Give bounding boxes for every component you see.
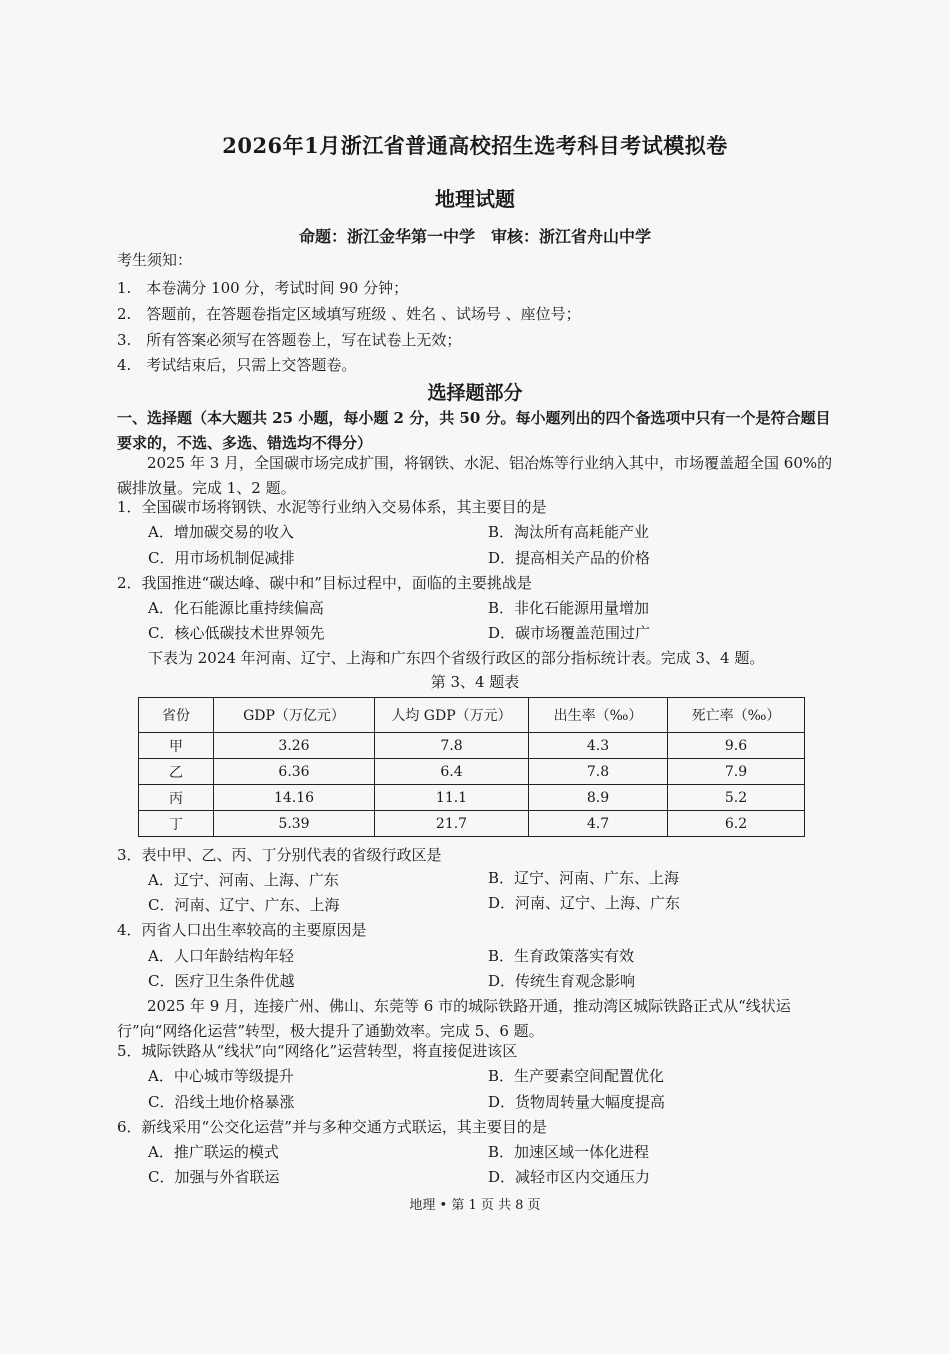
q1-stem: 1．全国碳市场将钢铁、水泥等行业纳入交易体系，其主要目的是 xyxy=(117,498,547,516)
table-cell: 7.8 xyxy=(375,733,529,759)
table-row xyxy=(139,785,805,811)
table-cell: 甲 xyxy=(139,733,214,759)
table-cell: 21.7 xyxy=(375,811,529,837)
table-cell: 乙 xyxy=(139,759,214,785)
table-cell: 7.8 xyxy=(529,759,668,785)
q1-option-a: A．增加碳交易的收入 xyxy=(148,523,294,541)
table-cell: 丁 xyxy=(139,811,214,837)
table-header-cell: GDP（万亿元） xyxy=(214,698,375,733)
table-cell: 9.6 xyxy=(668,733,805,759)
notice-item: 2. 答题前，在答题卷指定区域填写班级 、姓名 、试场号 、座位号； xyxy=(117,305,581,323)
q6-option-b: B．加速区域一体化进程 xyxy=(488,1143,650,1161)
table-cell: 4.3 xyxy=(529,733,668,759)
table-row xyxy=(139,733,805,759)
q4-stem: 4．丙省人口出生率较高的主要原因是 xyxy=(117,921,367,939)
notice-heading: 考生须知： xyxy=(117,251,193,269)
passage-1: 2025 年 3 月，全国碳市场完成扩围，将钢铁、水泥、铝冶炼等行业纳入其中，市场覆盖超全国 60%的碳排放量。完成 1、2 题。 xyxy=(117,454,833,497)
q6-option-d: D．减轻市区内交通压力 xyxy=(488,1168,651,1186)
stats-table xyxy=(138,697,805,837)
table-cell: 丙 xyxy=(139,785,214,811)
q4-option-b: B．生育政策落实有效 xyxy=(488,947,635,965)
q6-stem: 6．新线采用“公交化运营”并与多种交通方式联运，其主要目的是 xyxy=(117,1118,547,1136)
q6-option-c: C．加强与外省联运 xyxy=(148,1168,280,1186)
table-cell: 7.9 xyxy=(668,759,805,785)
table-header-cell: 死亡率（‰） xyxy=(668,698,805,733)
q5-option-d: D．货物周转量大幅度提高 xyxy=(488,1093,666,1111)
q2-option-a: A．化石能源比重持续偏高 xyxy=(148,599,324,617)
table-header-cell: 出生率（‰） xyxy=(529,698,668,733)
passage-3: 2025 年 9 月，连接广州、佛山、东莞等 6 市的城际铁路开通，推动湾区城际铁路正式从“线状运行”向“网络化运营”转型，极大提升了通勤效率。完成 5、6 题。 xyxy=(117,997,791,1040)
passage-2: 下表为 2024 年河南、辽宁、上海和广东四个省级行政区的部分指标统计表。完成 3、4 题。 xyxy=(148,649,765,667)
q1-option-b: B．淘汰所有高耗能产业 xyxy=(488,523,650,541)
q1-option-d: D．提高相关产品的价格 xyxy=(488,549,651,567)
table-cell: 5.39 xyxy=(214,811,375,837)
table-cell: 4.7 xyxy=(529,811,668,837)
table-cell: 14.16 xyxy=(214,785,375,811)
part-heading: 一、选择题（本大题共 25 小题，每小题 2 分，共 50 分。每小题列出的四个备选项中只有一个是符合题目要求的，不选、多选、错选均不得分） xyxy=(117,409,831,452)
section-title: 选择题部分 xyxy=(427,382,523,404)
table-cell: 6.4 xyxy=(375,759,529,785)
table-cell: 6.2 xyxy=(668,811,805,837)
notice-item: 4. 考试结束后，只需上交答题卷。 xyxy=(117,356,357,374)
table-cell: 5.2 xyxy=(668,785,805,811)
q3-stem: 3．表中甲、乙、丙、丁分别代表的省级行政区是 xyxy=(117,846,442,864)
notice-item: 1. 本卷满分 100 分，考试时间 90 分钟； xyxy=(117,279,409,297)
q5-option-a: A．中心城市等级提升 xyxy=(148,1067,294,1085)
q2-stem: 2．我国推进“碳达峰、碳中和”目标过程中，面临的主要挑战是 xyxy=(117,574,532,592)
q5-option-c: C．沿线土地价格暴涨 xyxy=(148,1093,295,1111)
q3-option-b: B．辽宁、河南、广东、上海 xyxy=(488,869,680,887)
exam-title: 2026年1月浙江省普通高校招生选考科目考试模拟卷 xyxy=(222,133,728,158)
q2-option-b: B．非化石能源用量增加 xyxy=(488,599,650,617)
q2-option-c: C．核心低碳技术世界领先 xyxy=(148,624,325,642)
subject-title: 地理试题 xyxy=(435,187,515,211)
table-header-cell: 省份 xyxy=(139,698,214,733)
table-caption: 第 3、4 题表 xyxy=(430,673,520,691)
table-row xyxy=(139,759,805,785)
q4-option-a: A．人口年龄结构年轻 xyxy=(148,947,294,965)
q4-option-c: C．医疗卫生条件优越 xyxy=(148,972,295,990)
table-cell: 6.36 xyxy=(214,759,375,785)
q3-option-d: D．河南、辽宁、上海、广东 xyxy=(488,894,681,912)
q1-option-c: C．用市场机制促减排 xyxy=(148,549,295,567)
q4-option-d: D．传统生育观念影响 xyxy=(488,972,636,990)
notice-item: 3. 所有答案必须写在答题卷上，写在试卷上无效； xyxy=(117,331,462,349)
table-cell: 8.9 xyxy=(529,785,668,811)
table-header-row xyxy=(139,698,805,733)
table-row xyxy=(139,811,805,837)
q6-option-a: A．推广联运的模式 xyxy=(148,1143,279,1161)
authors-line: 命题：浙江金华第一中学 审核：浙江省舟山中学 xyxy=(298,227,651,246)
q5-option-b: B．生产要素空间配置优化 xyxy=(488,1067,665,1085)
q5-stem: 5．城际铁路从“线状”向“网络化”运营转型，将直接促进该区 xyxy=(117,1042,518,1060)
table-cell: 11.1 xyxy=(375,785,529,811)
table-header-cell: 人均 GDP（万元） xyxy=(375,698,529,733)
q2-option-d: D．碳市场覆盖范围过广 xyxy=(488,624,651,642)
q3-option-a: A．辽宁、河南、上海、广东 xyxy=(148,871,339,889)
page-footer: 地理 • 第 1 页 共 8 页 xyxy=(409,1198,541,1213)
table-cell: 3.26 xyxy=(214,733,375,759)
q3-option-c: C．河南、辽宁、广东、上海 xyxy=(148,896,340,914)
